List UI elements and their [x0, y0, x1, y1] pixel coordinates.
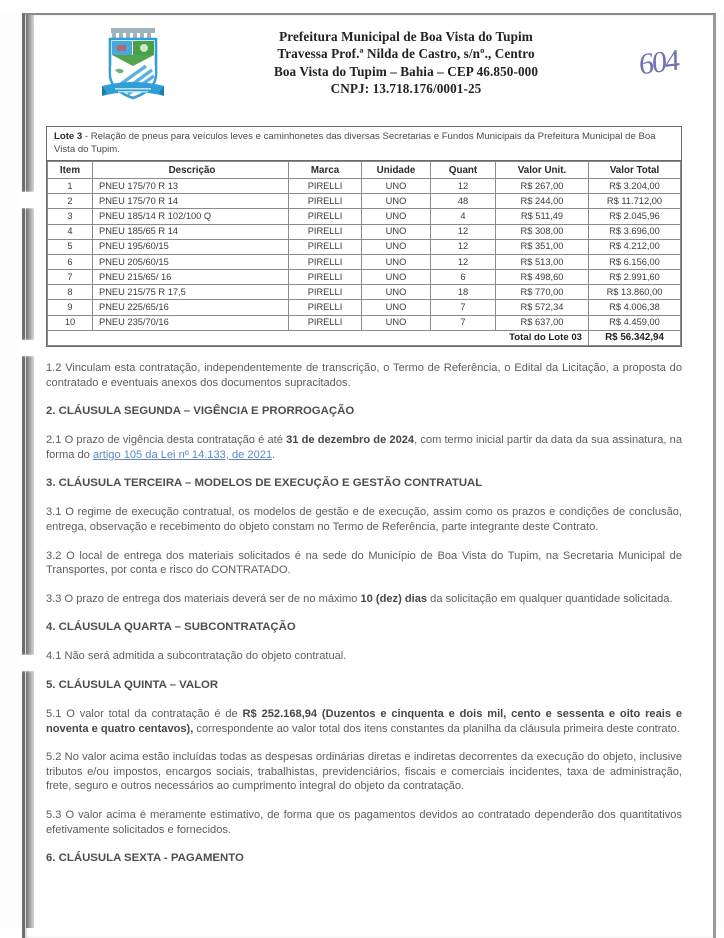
cell-descricao: PNEU 175/70 R 14	[93, 194, 289, 209]
clause-heading-2: 2. CLÁUSULA SEGUNDA – VIGÊNCIA E PRORROGAÇÃO	[46, 405, 355, 418]
table-total-row	[48, 330, 681, 345]
cell-quant: 7	[431, 315, 496, 330]
cell-descricao: PNEU 235/70/16	[93, 315, 289, 330]
cell-valor-unit: R$ 770,00	[496, 285, 589, 300]
paragraph-2-1	[46, 433, 682, 462]
cell-marca: PIRELLI	[289, 285, 362, 300]
table-row	[48, 224, 681, 239]
clause-heading-3: 3. CLÁUSULA TERCEIRA – MODELOS DE EXECUÇÃO E GESTÃO CONTRATUAL	[46, 477, 483, 490]
lote-table-caption	[47, 127, 681, 161]
coat-of-arms-icon	[102, 24, 164, 102]
table-row	[48, 300, 681, 315]
table-row	[48, 315, 681, 330]
column-header-valor-unit: Valor Unit.	[496, 162, 589, 179]
law-reference-link[interactable]: artigo 105 da Lei nº 14.133, de 2021	[92, 448, 273, 461]
cell-unidade: UNO	[362, 254, 431, 269]
letterhead-line-4: CNPJ: 13.718.176/0001-25	[330, 81, 482, 97]
cell-item: 7	[48, 270, 93, 285]
cell-item: 8	[48, 285, 93, 300]
cell-unidade: UNO	[362, 194, 431, 209]
cell-quant: 12	[431, 224, 496, 239]
cell-item: 1	[48, 178, 93, 193]
letterhead-line-3: Boa Vista do Tupim – Bahia – CEP 46.850-000	[273, 63, 539, 79]
table-row	[48, 270, 681, 285]
cell-valor-total: R$ 13.860,00	[589, 285, 681, 300]
lote-items-table	[47, 161, 681, 346]
cell-valor-unit: R$ 513,00	[496, 254, 589, 269]
cell-descricao: PNEU 195/60/15	[93, 239, 289, 254]
cell-descricao: PNEU 185/14 R 102/100 Q	[93, 209, 289, 224]
clause-heading-5: 5. CLÁUSULA QUINTA – VALOR	[46, 678, 219, 691]
cell-valor-total: R$ 4.459,00	[589, 315, 681, 330]
cell-unidade: UNO	[362, 239, 431, 254]
paragraph-2-1-bold-date: 31 de dezembro de 2024	[286, 434, 415, 447]
cell-descricao: PNEU 185/65 R 14	[93, 224, 289, 239]
column-header-valor-total: Valor Total	[589, 162, 681, 179]
cell-item: 5	[48, 239, 93, 254]
document-page	[44, 14, 684, 928]
cell-valor-total: R$ 3.696,00	[589, 224, 681, 239]
clause-heading-4: 4. CLÁUSULA QUARTA – SUBCONTRATAÇÃO	[46, 621, 296, 634]
paragraph-2-1-part-a: 2.1 O prazo de vigência desta contratação é até	[46, 434, 287, 447]
handwritten-page-number: 604	[638, 43, 679, 82]
letterhead-address-block	[168, 22, 644, 98]
paragraph-3-3-bold-deadline: 10 (dez) dias	[360, 592, 428, 605]
cell-descricao: PNEU 215/75 R 17,5	[93, 285, 289, 300]
contract-body	[46, 347, 682, 866]
cell-valor-unit: R$ 267,00	[496, 178, 589, 193]
binder-notch	[20, 192, 42, 208]
cell-item: 4	[48, 224, 93, 239]
paragraph-3-2: 3.2 O local de entrega dos materiais solicitados é na sede do Município de Boa Vista do Tupim, na Secretaria Municipal de Transportes, por conta e risco do CONTRATADO.	[46, 549, 682, 577]
table-row	[48, 209, 681, 224]
table-row	[48, 194, 681, 209]
paragraph-3-1: 3.1 O regime de execução contratual, os modelos de gestão e de execução, assim como os prazos e condições de conclusão, entrega, observação e recebimento do objeto constam no Termo de Referência, parte integrante deste Contrato.	[46, 506, 682, 533]
cell-marca: PIRELLI	[289, 194, 362, 209]
cell-unidade: UNO	[362, 209, 431, 224]
cell-quant: 6	[431, 270, 496, 285]
column-header-marca: Marca	[289, 162, 362, 179]
paragraph-2-1-part-b: , com termo inicial partir da data da sua assinatura, na forma do	[46, 434, 682, 461]
cell-item: 10	[48, 315, 93, 330]
total-value: R$ 56.342,94	[589, 330, 681, 345]
paragraph-3-3	[46, 592, 682, 607]
cell-quant: 48	[431, 194, 496, 209]
paragraph-5-1-part-b: correspondente ao valor total dos itens constantes da planilha da cláusula primeira deste contrato.	[193, 722, 680, 735]
paragraph-2-1-part-c: .	[272, 448, 276, 461]
cell-marca: PIRELLI	[289, 254, 362, 269]
cell-marca: PIRELLI	[289, 300, 362, 315]
paragraph-5-1-bold-amount: R$ 252.168,94 (Duzentos e cinquenta e dois mil, cento e sessenta e oito reais e noventa e quatro centavos),	[46, 707, 682, 735]
table-body	[48, 178, 681, 345]
cell-valor-unit: R$ 308,00	[496, 224, 589, 239]
table-row	[48, 178, 681, 193]
scan-top-margin	[0, 0, 724, 14]
cell-unidade: UNO	[362, 224, 431, 239]
cell-quant: 12	[431, 178, 496, 193]
lote-table-container	[46, 126, 682, 347]
cell-valor-total: R$ 4.212,00	[589, 239, 681, 254]
paragraph-4-1: 4.1 Não será admitida a subcontratação do objeto contratual.	[46, 650, 347, 663]
cell-valor-unit: R$ 511,49	[496, 209, 589, 224]
cell-marca: PIRELLI	[289, 239, 362, 254]
total-label: Total do Lote 03	[48, 330, 589, 345]
cell-valor-unit: R$ 498,60	[496, 270, 589, 285]
paragraph-5-2: 5.2 No valor acima estão incluídas todas as despesas ordinárias diretas e indiretas decorrentes da execução do objeto, inclusive tributos e/ou impostos, encargos sociais, trabalhistas, previdenciários, fiscais e comerciais incidentes, taxa de administração, frete, seguro e outros necessários ao cumprimento integral do objeto da contratação.	[46, 751, 682, 793]
cell-quant: 12	[431, 254, 496, 269]
cell-item: 6	[48, 254, 93, 269]
paragraph-5-3: 5.3 O valor acima é meramente estimativo, de forma que os pagamentos devidos ao contratado dependerão dos quantitativos efetivamente solicitados e fornecidos.	[46, 808, 682, 836]
cell-marca: PIRELLI	[289, 178, 362, 193]
cell-descricao: PNEU 205/60/15	[93, 254, 289, 269]
cell-unidade: UNO	[362, 285, 431, 300]
cell-valor-unit: R$ 351,00	[496, 239, 589, 254]
paragraph-3-3-part-a: 3.3 O prazo de entrega dos materiais deverá ser de no máximo	[46, 592, 361, 605]
letterhead-line-2: Travessa Prof.ª Nilda de Castro, s/nº., Centro	[277, 46, 535, 62]
cell-marca: PIRELLI	[289, 315, 362, 330]
table-row	[48, 285, 681, 300]
cell-item: 9	[48, 300, 93, 315]
column-header-descricao: Descrição	[93, 162, 289, 179]
cell-valor-total: R$ 4.006,38	[589, 300, 681, 315]
cell-unidade: UNO	[362, 178, 431, 193]
letterhead	[44, 14, 684, 120]
cell-valor-total: R$ 3.204,00	[589, 178, 681, 193]
table-header-row	[48, 162, 681, 179]
cell-quant: 18	[431, 285, 496, 300]
paragraph-5-1	[46, 707, 682, 736]
cell-marca: PIRELLI	[289, 224, 362, 239]
cell-quant: 4	[431, 209, 496, 224]
paragraph-5-1-part-a: 5.1 O valor total da contratação é de	[46, 707, 243, 720]
cell-descricao: PNEU 215/65/ 16	[93, 270, 289, 285]
cell-marca: PIRELLI	[289, 209, 362, 224]
binder-notch	[20, 340, 42, 356]
cell-valor-unit: R$ 572,34	[496, 300, 589, 315]
column-header-unidade: Unidade	[362, 162, 431, 179]
cell-valor-total: R$ 6.156,00	[589, 254, 681, 269]
cell-valor-total: R$ 2.991,60	[589, 270, 681, 285]
cell-valor-total: R$ 11.712,00	[589, 194, 681, 209]
paragraph-3-3-part-b: da solicitação em qualquer quantidade solicitada.	[427, 592, 673, 605]
binder-notch	[20, 655, 42, 671]
column-header-item: Item	[48, 162, 93, 179]
cell-valor-unit: R$ 244,00	[496, 194, 589, 209]
cell-unidade: UNO	[362, 300, 431, 315]
cell-descricao: PNEU 225/65/16	[93, 300, 289, 315]
cell-item: 2	[48, 194, 93, 209]
cell-marca: PIRELLI	[289, 270, 362, 285]
cell-unidade: UNO	[362, 315, 431, 330]
scan-binding-gutter-shadow	[26, 15, 34, 928]
cell-quant: 7	[431, 300, 496, 315]
clause-heading-6: 6. CLÁUSULA SEXTA - PAGAMENTO	[46, 852, 244, 865]
table-row	[48, 239, 681, 254]
table-row	[48, 254, 681, 269]
column-header-quant: Quant	[431, 162, 496, 179]
cell-valor-unit: R$ 637,00	[496, 315, 589, 330]
paragraph-1-2: 1.2 Vinculam esta contratação, independentemente de transcrição, o Termo de Referência, o Edital da Licitação, a proposta do contratado e eventuais anexos dos documentos supracitados.	[46, 362, 682, 389]
cell-unidade: UNO	[362, 270, 431, 285]
lote-caption-rest: - Relação de pneus para veículos leves e caminhonetes das diversas Secretarias e Fundos Municipais da Prefeitura Municipal de Boa Vista do Tupim.	[54, 131, 656, 155]
cell-descricao: PNEU 175/70 R 13	[93, 178, 289, 193]
cell-quant: 12	[431, 239, 496, 254]
cell-item: 3	[48, 209, 93, 224]
lote-caption-lead: Lote 3	[54, 131, 83, 142]
letterhead-line-1: Prefeitura Municipal de Boa Vista do Tupim	[279, 29, 533, 44]
cell-valor-total: R$ 2.045,96	[589, 209, 681, 224]
